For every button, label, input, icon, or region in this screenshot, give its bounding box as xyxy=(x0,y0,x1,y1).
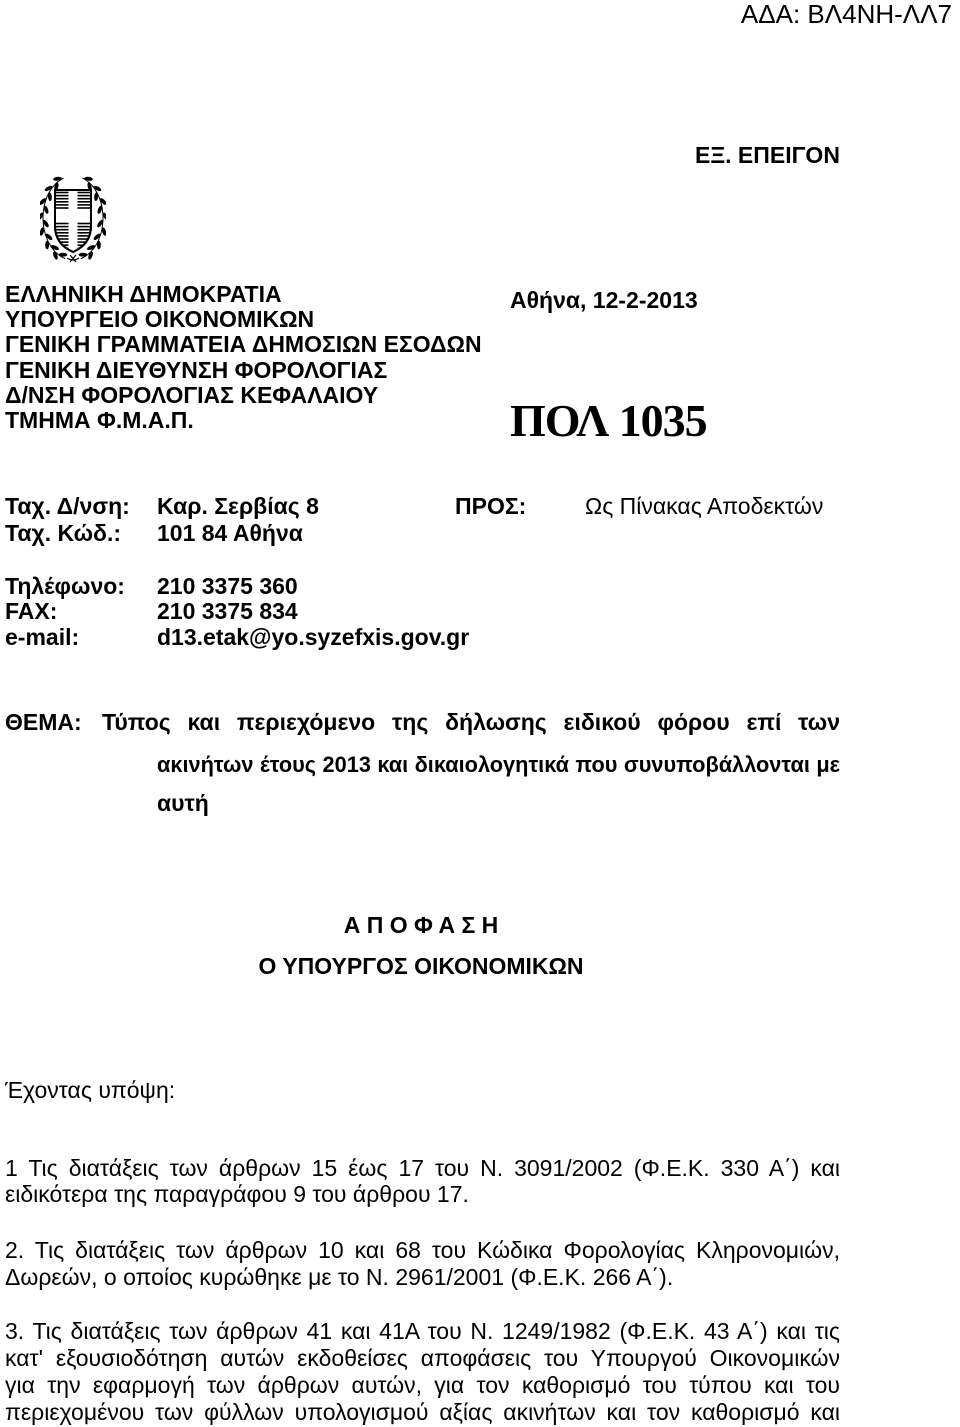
postcode-value: 101 84 Αθήνα xyxy=(157,520,303,546)
decision-title: Α Π Ο Φ Α Σ Η xyxy=(343,912,499,938)
consideration-line: για την εφαρμογή των άρθρων αυτών, για τον καθορισμό του τύπου και του xyxy=(5,1372,840,1398)
contact-row-email xyxy=(0,624,960,650)
subject-line: αυτή xyxy=(157,790,209,816)
issuer-line: ΓΕΝΙΚΗ ΓΡΑΜΜΑΤΕΙΑ ΔΗΜΟΣΙΩΝ ΕΣΟΔΩΝ xyxy=(5,331,482,358)
contact-row-fax xyxy=(0,598,960,624)
phone-label: Τηλέφωνο: xyxy=(5,573,125,599)
issuer-line: ΓΕΝΙΚΗ ΔΙΕΥΘΥΝΣΗ ΦΟΡΟΛΟΓΙΑΣ xyxy=(5,356,388,383)
reference-number: ΠΟΛ 1035 xyxy=(510,395,707,446)
consideration-line: 2. Τις διατάξεις των άρθρων 10 και 68 του Κώδικα Φορολογίας Κληρονομιών, xyxy=(5,1237,840,1263)
recipients-value: Ως Πίνακας Αποδεκτών xyxy=(585,493,824,519)
consideration-line: 3. Τις διατάξεις των άρθρων 41 και 41Α του Ν. 1249/1982 (Φ.Ε.Κ. 43 Α΄) και τις xyxy=(5,1318,840,1344)
consideration-line: Δωρεών, ο οποίος κυρώθηκε με το Ν. 2961/2001 (Φ.Ε.Κ. 266 Α΄). xyxy=(5,1264,674,1290)
subject-label: ΘΕΜΑ: xyxy=(5,709,82,735)
contact-row-postcode xyxy=(0,520,960,546)
contact-row-address xyxy=(0,493,960,519)
consideration-line: 1 Τις διατάξεις των άρθρων 15 έως 17 του Ν. 3091/2002 (Φ.Ε.Κ. 330 Α΄) και xyxy=(5,1155,840,1181)
urgency-label: ΕΞ. ΕΠΕΙΓΟΝ xyxy=(695,142,840,168)
ada-code: ΑΔΑ: ΒΛ4ΝΗ-ΛΛ7 xyxy=(740,0,952,29)
postcode-label: Ταχ. Κώδ.: xyxy=(5,520,122,546)
greek-coat-of-arms-icon xyxy=(40,168,106,264)
contact-row-phone xyxy=(0,573,960,599)
email-value: d13.etak@yo.syzefxis.gov.gr xyxy=(157,624,470,650)
document-date: Αθήνα, 12-2-2013 xyxy=(510,287,698,313)
issuer-block xyxy=(5,282,482,433)
issuer-line: Δ/ΝΣΗ ΦΟΡΟΛΟΓΙΑΣ ΚΕΦΑΛΑΙΟΥ xyxy=(5,381,379,408)
consideration-line: περιεχομένου των φύλλων υπολογισμού αξίας ακινήτων και τον καθορισμό και xyxy=(5,1399,840,1425)
recipients-label: ΠΡΟΣ: xyxy=(455,493,527,519)
subject-line: Τύπος και περιεχόμενο της δήλωσης ειδικού φόρου επί των xyxy=(102,709,840,735)
fax-label: FAX: xyxy=(5,598,58,624)
email-label: e-mail: xyxy=(5,624,80,650)
considerations-intro: Έχοντας υπόψη: xyxy=(5,1077,176,1103)
issuer-line: ΤΜΗΜΑ Φ.Μ.Α.Π. xyxy=(5,406,194,433)
phone-value: 210 3375 360 xyxy=(157,573,298,599)
consideration-line: κατ' εξουσιοδότηση αυτών εκδοθείσες αποφάσεις του Υπουργού Οικονομικών xyxy=(5,1345,840,1371)
fax-value: 210 3375 834 xyxy=(157,598,298,624)
address-label: Ταχ. Δ/νση: xyxy=(5,493,130,519)
address-value: Καρ. Σερβίας 8 xyxy=(157,493,319,519)
consideration-line: ειδικότερα της παραγράφου 9 του άρθρου 17. xyxy=(5,1181,469,1207)
issuer-line: ΥΠΟΥΡΓΕΙΟ ΟΙΚΟΝΟΜΙΚΩΝ xyxy=(5,306,315,333)
decision-authority: Ο ΥΠΟΥΡΓΟΣ ΟΙΚΟΝΟΜΙΚΩΝ xyxy=(258,953,584,979)
subject-line: ακινήτων έτους 2013 και δικαιολογητικά που συνυποβάλλονται με xyxy=(157,752,840,777)
issuer-line: ΕΛΛΗΝΙΚΗ ΔΗΜΟΚΡΑΤΙΑ xyxy=(5,281,282,307)
